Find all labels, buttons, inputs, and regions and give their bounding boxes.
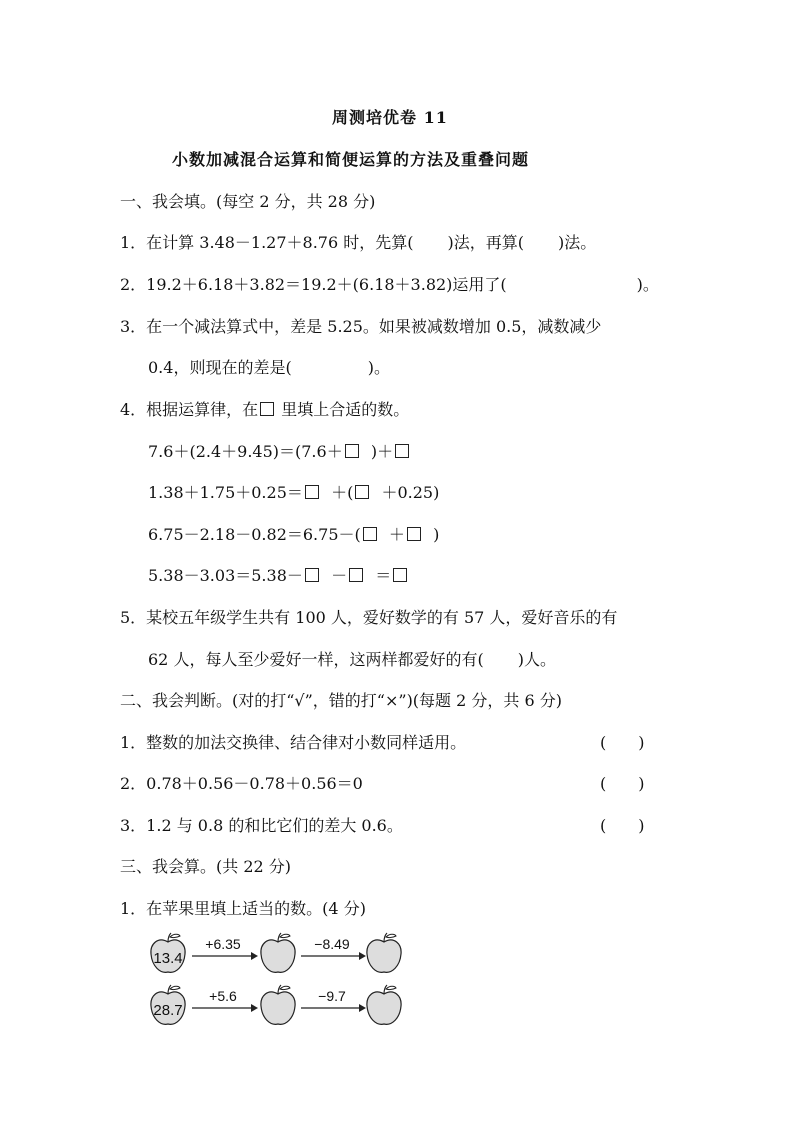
apple-icon[interactable] [261, 933, 295, 972]
q1-text-mid: )法，再算( [447, 233, 524, 252]
q1-text-post: )法。 [557, 233, 597, 252]
equation-text: )＋ [370, 442, 394, 461]
equation-text: 1.38＋1.75＋0.25＝ [148, 483, 303, 502]
apple-icon [151, 985, 185, 1024]
apple-icon[interactable] [261, 985, 295, 1024]
arrow-icon [192, 1004, 258, 1012]
equation-text: ) [433, 525, 440, 544]
q4-text-pre: 4．根据运算律，在 [120, 400, 259, 419]
question-1-3-line1: 3．在一个减法算式中，差是 5.25。如果被减数增加 0.5，减数减少 [120, 317, 602, 336]
q2-text-post: )。 [636, 275, 659, 294]
question-1-5-line1: 5．某校五年级学生共有 100 人，爱好数学的有 57 人，爱好音乐的有 [120, 608, 618, 627]
answer-box[interactable] [349, 568, 363, 582]
equation-text: 5.38－3.03＝5.38－ [148, 566, 303, 585]
equation-text: ＝ [375, 566, 392, 585]
section1-heading: 一、我会填。(每空 2 分，共 28 分) [120, 192, 376, 211]
judge-answer-2[interactable]: ( ) [600, 774, 645, 793]
q1-text-pre: 1．在计算 3.48－1.27＋8.76 时，先算( [120, 233, 414, 252]
section3-heading: 三、我会算。(共 22 分) [120, 857, 292, 876]
answer-box[interactable] [305, 485, 319, 499]
q2-text-pre: 2．19.2＋6.18＋3.82＝19.2＋(6.18＋3.82)运用了( [120, 275, 507, 294]
judge-item-1: 1．整数的加法交换律、结合律对小数同样适用。 [120, 733, 467, 752]
equation-text: 6.75－2.18－0.82＝6.75－( [148, 525, 361, 544]
apple-start-value: 28.7 [153, 1002, 183, 1019]
answer-box[interactable] [393, 568, 407, 582]
equation-text: － [331, 566, 348, 585]
q4-text-post: 里填上合适的数。 [281, 400, 410, 419]
question-1-3-line2 [148, 358, 390, 378]
question-1-1 [120, 233, 596, 253]
equation-text: ＋( [331, 483, 354, 502]
operation-label: −9.7 [318, 988, 346, 1004]
apple-chain-1 [148, 932, 408, 980]
judge-item-3: 3．1.2 与 0.8 的和比它们的差大 0.6。 [120, 816, 403, 835]
q4-equation-1 [148, 442, 411, 462]
operation-label: +6.35 [205, 936, 241, 952]
q5-text-pre: 62 人，每人至少爱好一样，这两样都爱好的有( [148, 650, 484, 669]
apple-chain-2 [148, 984, 408, 1032]
question-1-5-line2 [148, 650, 556, 670]
answer-box[interactable] [305, 568, 319, 582]
judge-item-2: 2．0.78＋0.56－0.78＋0.56＝0 [120, 774, 363, 793]
answer-box[interactable] [407, 527, 421, 541]
q4-equation-2 [148, 483, 439, 503]
arrow-icon [301, 1004, 366, 1012]
arrow-icon [301, 952, 366, 960]
answer-box[interactable] [345, 444, 359, 458]
q3-text-post: )。 [367, 358, 390, 377]
equation-text: ＋0.25) [381, 483, 440, 502]
equation-text: 7.6＋(2.4＋9.45)＝(7.6＋ [148, 442, 343, 461]
q5-text-post: )人。 [517, 650, 556, 669]
answer-box[interactable] [355, 485, 369, 499]
q4-equation-3 [148, 525, 439, 545]
answer-box[interactable] [395, 444, 409, 458]
operation-label: +5.6 [209, 988, 237, 1004]
question-3-1: 1．在苹果里填上适当的数。(4 分) [120, 899, 366, 918]
apple-icon [151, 933, 185, 972]
blank-box [260, 402, 274, 416]
equation-text: ＋ [388, 525, 405, 544]
page-title: 周测培优卷 11 [332, 108, 448, 127]
section2-heading: 二、我会判断。(对的打“√”，错的打“×”)(每题 2 分，共 6 分) [120, 691, 562, 710]
apple-start-value: 13.4 [153, 950, 183, 967]
question-1-2 [120, 275, 659, 295]
judge-answer-1[interactable]: ( ) [600, 733, 645, 752]
answer-box[interactable] [363, 527, 377, 541]
judge-answer-3[interactable]: ( ) [600, 816, 645, 835]
page-subtitle: 小数加减混合运算和简便运算的方法及重叠问题 [172, 150, 530, 169]
q4-equation-4 [148, 566, 409, 586]
q3-text-pre: 0.4，则现在的差是( [148, 358, 292, 377]
question-1-4 [120, 400, 409, 420]
apple-icon[interactable] [367, 933, 401, 972]
apple-icon[interactable] [367, 985, 401, 1024]
arrow-icon [192, 952, 258, 960]
operation-label: −8.49 [314, 936, 350, 952]
